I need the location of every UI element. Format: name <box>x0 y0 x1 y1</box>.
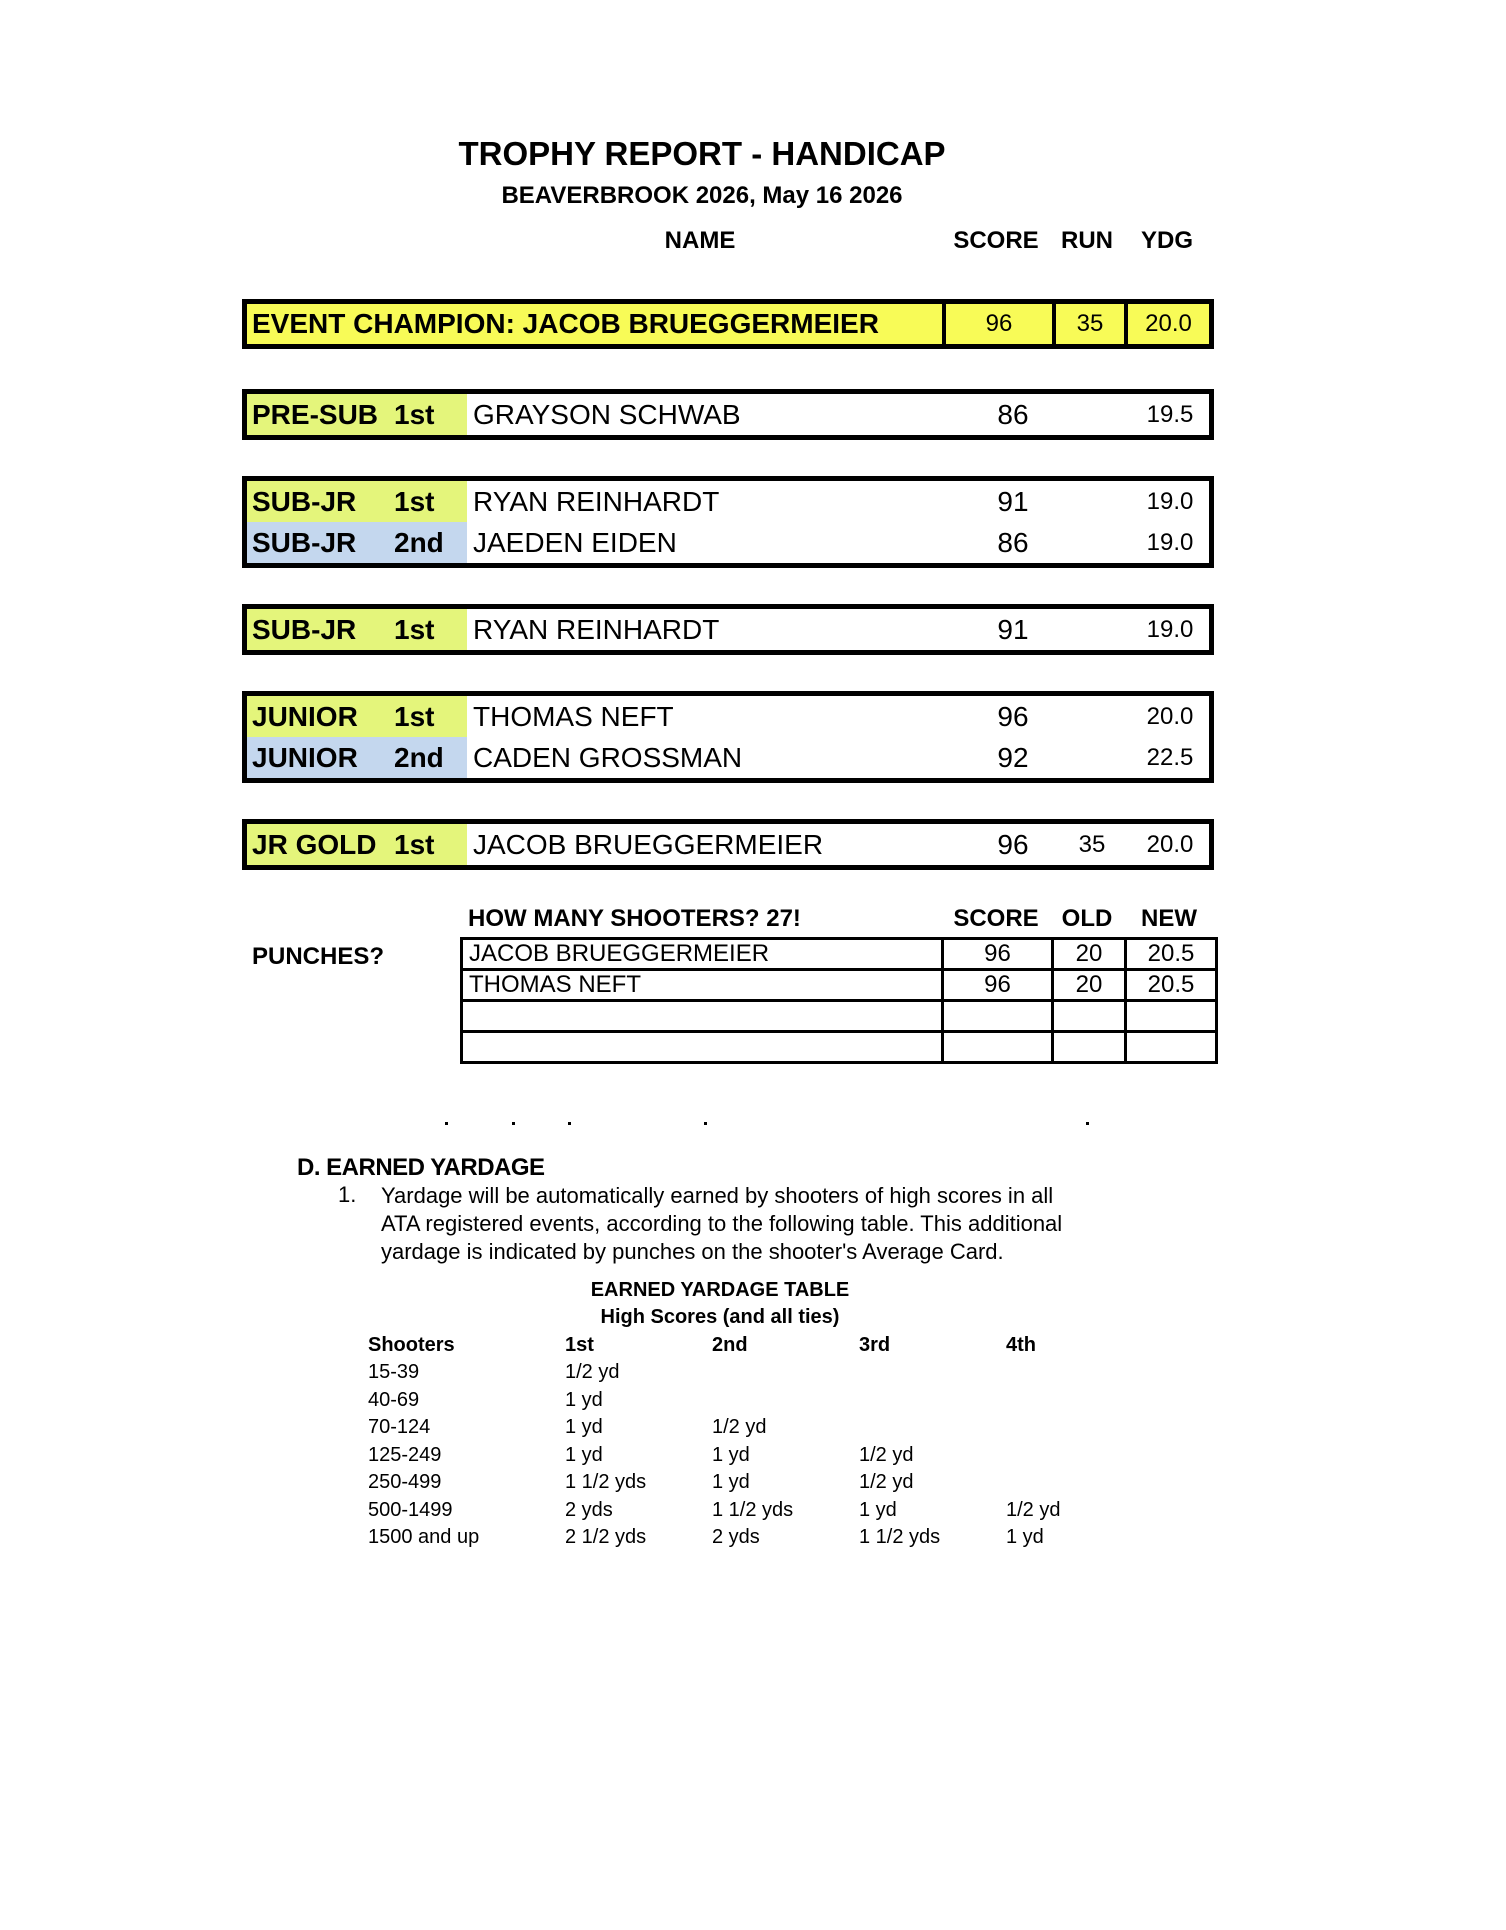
punch-old <box>1053 1001 1126 1032</box>
place-label: 2nd <box>394 741 444 773</box>
shooter-ydg: 19.5 <box>1146 400 1194 428</box>
score-header: SCORE <box>953 227 1039 254</box>
yardage-column-header: 3rd <box>859 1333 891 1356</box>
shooter-score: 86 <box>997 398 1029 430</box>
yardage-cell: 2 yds <box>712 1526 760 1549</box>
yardage-row <box>368 1414 1060 1442</box>
yardage-cell: 250-499 <box>368 1471 442 1494</box>
earned-yardage-heading: D. EARNED YARDAGE <box>297 1154 545 1181</box>
trophy-group <box>242 691 1214 783</box>
trophy-row <box>247 394 1209 435</box>
yardage-column-header: 1st <box>565 1333 594 1356</box>
category-name: JUNIOR <box>252 741 358 773</box>
trophy-row <box>247 522 1209 563</box>
earned-yardage-text <box>381 1182 1062 1266</box>
yardage-cell: 1 yd <box>712 1443 750 1466</box>
punch-old <box>1053 1032 1126 1063</box>
yardage-cell: 2 1/2 yds <box>565 1526 647 1549</box>
yardage-cell <box>712 1387 859 1415</box>
punch-new: 20.5 <box>1126 939 1217 970</box>
category-name: JR GOLD <box>252 828 377 860</box>
champion-run: 35 <box>1056 304 1128 344</box>
shooter-run <box>1057 737 1127 778</box>
yardage-cell <box>859 1387 1006 1415</box>
text-line: yardage is indicated by punches on the shooter's Average Card. <box>381 1239 1004 1264</box>
yardage-cell <box>1006 1469 1060 1497</box>
category-label <box>247 481 467 522</box>
yardage-cell <box>1006 1387 1060 1415</box>
shooters-count: HOW MANY SHOOTERS? 27! <box>468 905 801 932</box>
yardage-column-header: 4th <box>1006 1333 1036 1356</box>
shooter-name: THOMAS NEFT <box>473 700 674 732</box>
category-name: SUB-JR <box>252 485 357 517</box>
shooter-ydg: 20.0 <box>1146 830 1194 858</box>
category-label <box>247 522 467 563</box>
yardage-cell: 1/2 yd <box>712 1416 767 1439</box>
punch-score <box>943 1001 1053 1032</box>
punch-row <box>462 1032 1217 1063</box>
yardage-cell: 1 yd <box>859 1498 897 1521</box>
yardage-row <box>368 1359 1060 1387</box>
trophy-group <box>242 389 1214 440</box>
punch-name: JACOB BRUEGGERMEIER <box>462 939 943 970</box>
category-name: SUB-JR <box>252 613 357 645</box>
punch-row <box>462 1001 1217 1032</box>
yardage-cell <box>1006 1359 1060 1387</box>
shooter-run: 35 <box>1078 830 1106 858</box>
punches-label: PUNCHES? <box>252 943 385 970</box>
category-name: JUNIOR <box>252 700 358 732</box>
yardage-row <box>368 1442 1060 1470</box>
category-name: SUB-JR <box>252 526 357 558</box>
trophy-row <box>247 696 1209 737</box>
place-label: 1st <box>394 485 435 517</box>
yardage-cell: 1 yd <box>565 1443 603 1466</box>
shooter-name: GRAYSON SCHWAB <box>473 398 741 430</box>
yardage-cell: 1/2 yd <box>1006 1498 1061 1521</box>
yardage-cell: 1 1/2 yds <box>712 1498 794 1521</box>
run-header: RUN <box>1061 227 1113 254</box>
category-label <box>247 824 467 865</box>
shooter-ydg: 19.0 <box>1146 487 1194 515</box>
text-line: Yardage will be automatically earned by shooters of high scores in all <box>381 1183 1054 1208</box>
report-subtitle: BEAVERBROOK 2026, May 16 2026 <box>501 182 903 209</box>
place-label: 1st <box>394 828 435 860</box>
yardage-cell: 15-39 <box>368 1361 420 1384</box>
punch-old-header: OLD <box>1061 905 1113 932</box>
name-header: NAME <box>664 227 736 254</box>
yardage-cell: 2 yds <box>565 1498 613 1521</box>
category-label <box>247 394 467 435</box>
yardage-table-subtitle: High Scores (and all ties) <box>600 1306 840 1328</box>
punch-name <box>462 1032 943 1063</box>
yardage-cell: 1 1/2 yds <box>859 1526 941 1549</box>
yardage-cell: 1 yd <box>1006 1526 1044 1549</box>
yardage-cell: 1/2 yd <box>859 1443 914 1466</box>
shooter-name: JACOB BRUEGGERMEIER <box>473 828 824 860</box>
yardage-row <box>368 1497 1060 1525</box>
item-number: 1. <box>338 1182 357 1207</box>
shooter-ydg: 22.5 <box>1146 743 1194 771</box>
place-label: 1st <box>394 613 435 645</box>
punch-old: 20 <box>1053 939 1126 970</box>
yardage-row <box>368 1524 1060 1552</box>
shooter-run <box>1057 696 1127 737</box>
shooter-run <box>1057 522 1127 563</box>
yardage-cell <box>712 1359 859 1387</box>
yardage-cell: 40-69 <box>368 1388 420 1411</box>
category-name: PRE-SUB <box>252 398 379 430</box>
shooter-score: 91 <box>997 485 1029 517</box>
trophy-group <box>242 476 1214 568</box>
yardage-cell: 1 1/2 yds <box>565 1471 647 1494</box>
yardage-cell <box>859 1359 1006 1387</box>
yardage-cell: 1/2 yd <box>565 1361 620 1384</box>
yardage-cell <box>1006 1442 1060 1470</box>
event-champion-label: EVENT CHAMPION: JACOB BRUEGGERMEIER <box>247 304 946 344</box>
report-title: TROPHY REPORT - HANDICAP <box>458 135 946 172</box>
yardage-cell <box>1006 1414 1060 1442</box>
category-label <box>247 696 467 737</box>
punch-score-header: SCORE <box>953 905 1039 932</box>
yardage-cell: 1500 and up <box>368 1526 480 1549</box>
punch-score: 96 <box>943 939 1053 970</box>
yardage-row <box>368 1387 1060 1415</box>
punch-old: 20 <box>1053 970 1126 1001</box>
punch-row <box>462 970 1217 1001</box>
shooter-score: 96 <box>997 700 1029 732</box>
yardage-column-header: Shooters <box>368 1333 455 1356</box>
punch-name: THOMAS NEFT <box>462 970 943 1001</box>
trophy-row <box>247 737 1209 778</box>
punch-score <box>943 1032 1053 1063</box>
text-line: ATA registered events, according to the following table. This additional <box>381 1211 1063 1236</box>
shooter-score: 91 <box>997 613 1029 645</box>
trophy-group <box>242 604 1214 655</box>
shooter-run <box>1057 609 1127 650</box>
place-label: 1st <box>394 398 435 430</box>
yardage-table-title: EARNED YARDAGE TABLE <box>590 1279 850 1301</box>
punch-score: 96 <box>943 970 1053 1001</box>
punches-table <box>460 937 1218 1064</box>
yardage-cell: 1 yd <box>565 1416 603 1439</box>
ydg-header: YDG <box>1140 227 1193 254</box>
category-label <box>247 737 467 778</box>
shooter-ydg: 20.0 <box>1146 702 1194 730</box>
earned-yardage-table <box>368 1331 1060 1552</box>
yardage-cell: 500-1499 <box>368 1498 453 1521</box>
trophy-row <box>247 609 1209 650</box>
yardage-cell: 1/2 yd <box>859 1471 914 1494</box>
shooter-name: JAEDEN EIDEN <box>473 526 677 558</box>
punch-new <box>1126 1032 1217 1063</box>
place-label: 2nd <box>394 526 444 558</box>
shooter-name: RYAN REINHARDT <box>473 613 720 645</box>
yardage-cell <box>859 1414 1006 1442</box>
punch-row <box>462 939 1217 970</box>
shooter-score: 96 <box>997 828 1029 860</box>
yardage-cell: 1 yd <box>712 1471 750 1494</box>
punch-name <box>462 1001 943 1032</box>
event-champion-box <box>242 299 1214 349</box>
champion-score: 96 <box>946 304 1056 344</box>
place-label: 1st <box>394 700 435 732</box>
yardage-cell: 125-249 <box>368 1443 442 1466</box>
shooter-score: 92 <box>997 741 1029 773</box>
category-label <box>247 609 467 650</box>
champion-ydg: 20.0 <box>1145 310 1192 337</box>
shooter-name: CADEN GROSSMAN <box>473 741 743 773</box>
shooter-run <box>1057 481 1127 522</box>
shooter-ydg: 19.0 <box>1146 528 1194 556</box>
yardage-cell: 1 yd <box>565 1388 603 1411</box>
shooter-ydg: 19.0 <box>1146 615 1194 643</box>
punch-new: 20.5 <box>1126 970 1217 1001</box>
trophy-group <box>242 819 1214 870</box>
trophy-row <box>247 481 1209 522</box>
punch-new-header: NEW <box>1141 905 1197 932</box>
punch-new <box>1126 1001 1217 1032</box>
yardage-cell: 70-124 <box>368 1416 431 1439</box>
yardage-row <box>368 1469 1060 1497</box>
yardage-column-header: 2nd <box>712 1333 748 1356</box>
shooter-score: 86 <box>997 526 1029 558</box>
trophy-row <box>247 824 1209 865</box>
shooter-run <box>1057 394 1127 435</box>
shooter-name: RYAN REINHARDT <box>473 485 720 517</box>
